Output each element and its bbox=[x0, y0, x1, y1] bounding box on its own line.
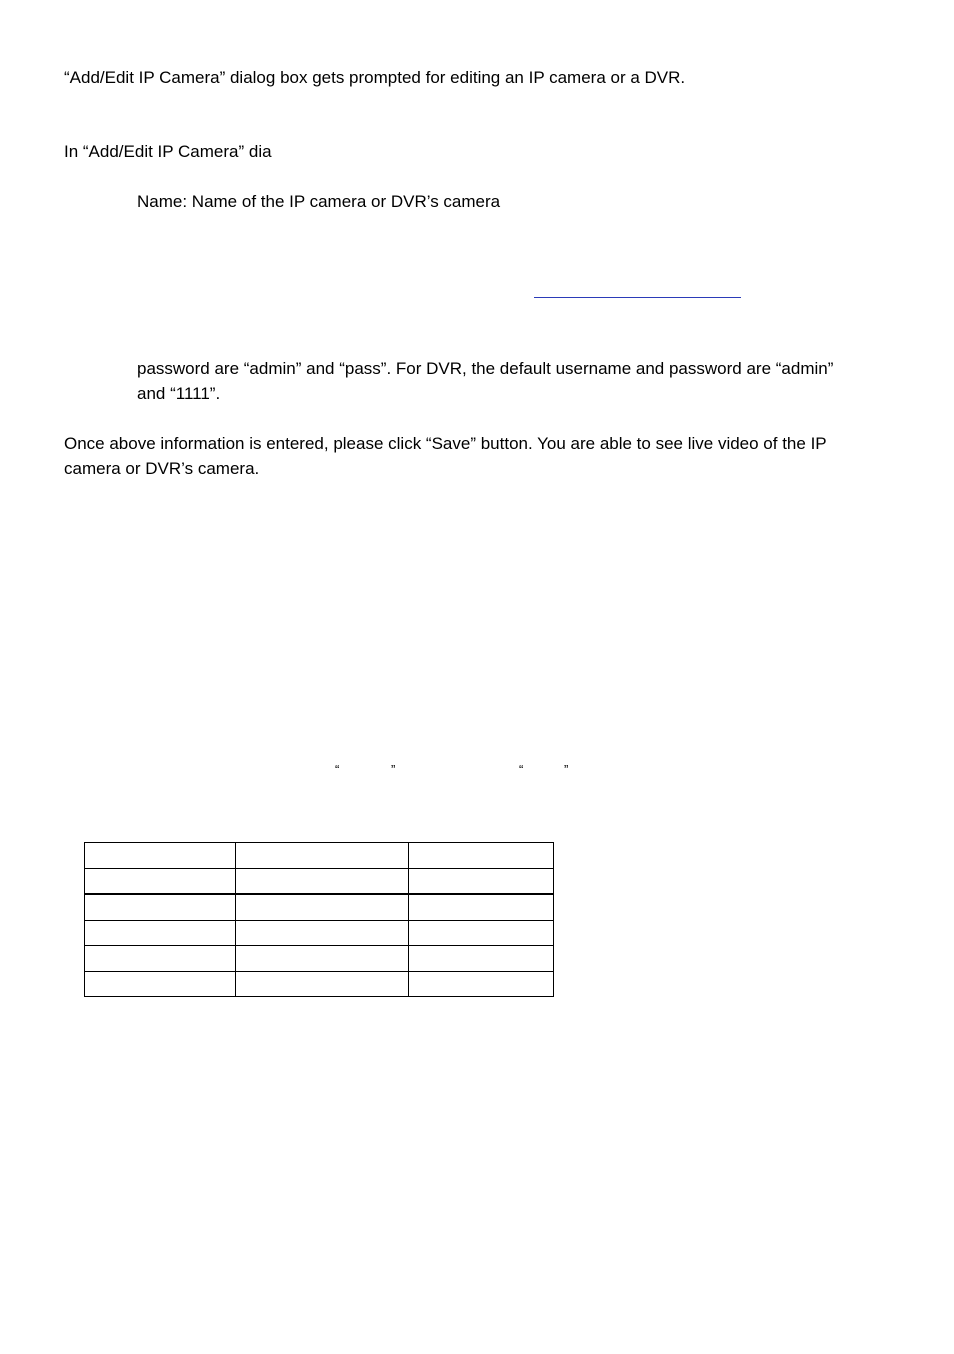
quote-mark-open-1: “ bbox=[335, 762, 340, 777]
table-cell bbox=[236, 894, 409, 920]
quote-mark-close-1: ” bbox=[391, 762, 396, 777]
table-cell bbox=[409, 920, 554, 946]
quote-mark-open-2: “ bbox=[519, 762, 524, 777]
table-cell bbox=[409, 868, 554, 894]
table-row bbox=[85, 971, 554, 997]
table-cell bbox=[409, 843, 554, 869]
table-row bbox=[85, 843, 554, 869]
table-cell bbox=[85, 894, 236, 920]
table-cell bbox=[236, 920, 409, 946]
in-dialog-text: In “Add/Edit IP Camera” dia bbox=[64, 142, 272, 161]
hyperlink-underline[interactable] bbox=[534, 297, 741, 298]
password-description-line-2: and “1111”. bbox=[137, 384, 221, 403]
table-row bbox=[85, 894, 554, 920]
table-row bbox=[85, 868, 554, 894]
intro-text: “Add/Edit IP Camera” dialog box gets prompted for editing an IP camera or a DVR. bbox=[64, 68, 686, 87]
table-row bbox=[85, 946, 554, 972]
save-instruction-line-2: camera or DVR’s camera. bbox=[64, 459, 260, 478]
table-cell bbox=[85, 971, 236, 997]
table-cell bbox=[409, 946, 554, 972]
table-cell bbox=[409, 894, 554, 920]
table-cell bbox=[85, 920, 236, 946]
save-instruction-line-1: Once above information is entered, please click “Save” button. You are able to see live video of the IP bbox=[64, 434, 827, 453]
name-field-description: Name: Name of the IP camera or DVR’s camera bbox=[137, 192, 501, 211]
table-cell bbox=[236, 971, 409, 997]
settings-table bbox=[84, 842, 554, 997]
table-cell bbox=[85, 843, 236, 869]
table-cell bbox=[236, 843, 409, 869]
table-row bbox=[85, 920, 554, 946]
table-cell bbox=[236, 946, 409, 972]
quote-mark-close-2: ” bbox=[564, 762, 569, 777]
table-cell bbox=[85, 946, 236, 972]
table-cell bbox=[409, 971, 554, 997]
table-cell bbox=[85, 868, 236, 894]
password-description-line-1: password are “admin” and “pass”. For DVR, the default username and password are “admin” bbox=[137, 359, 834, 378]
table-cell bbox=[236, 868, 409, 894]
